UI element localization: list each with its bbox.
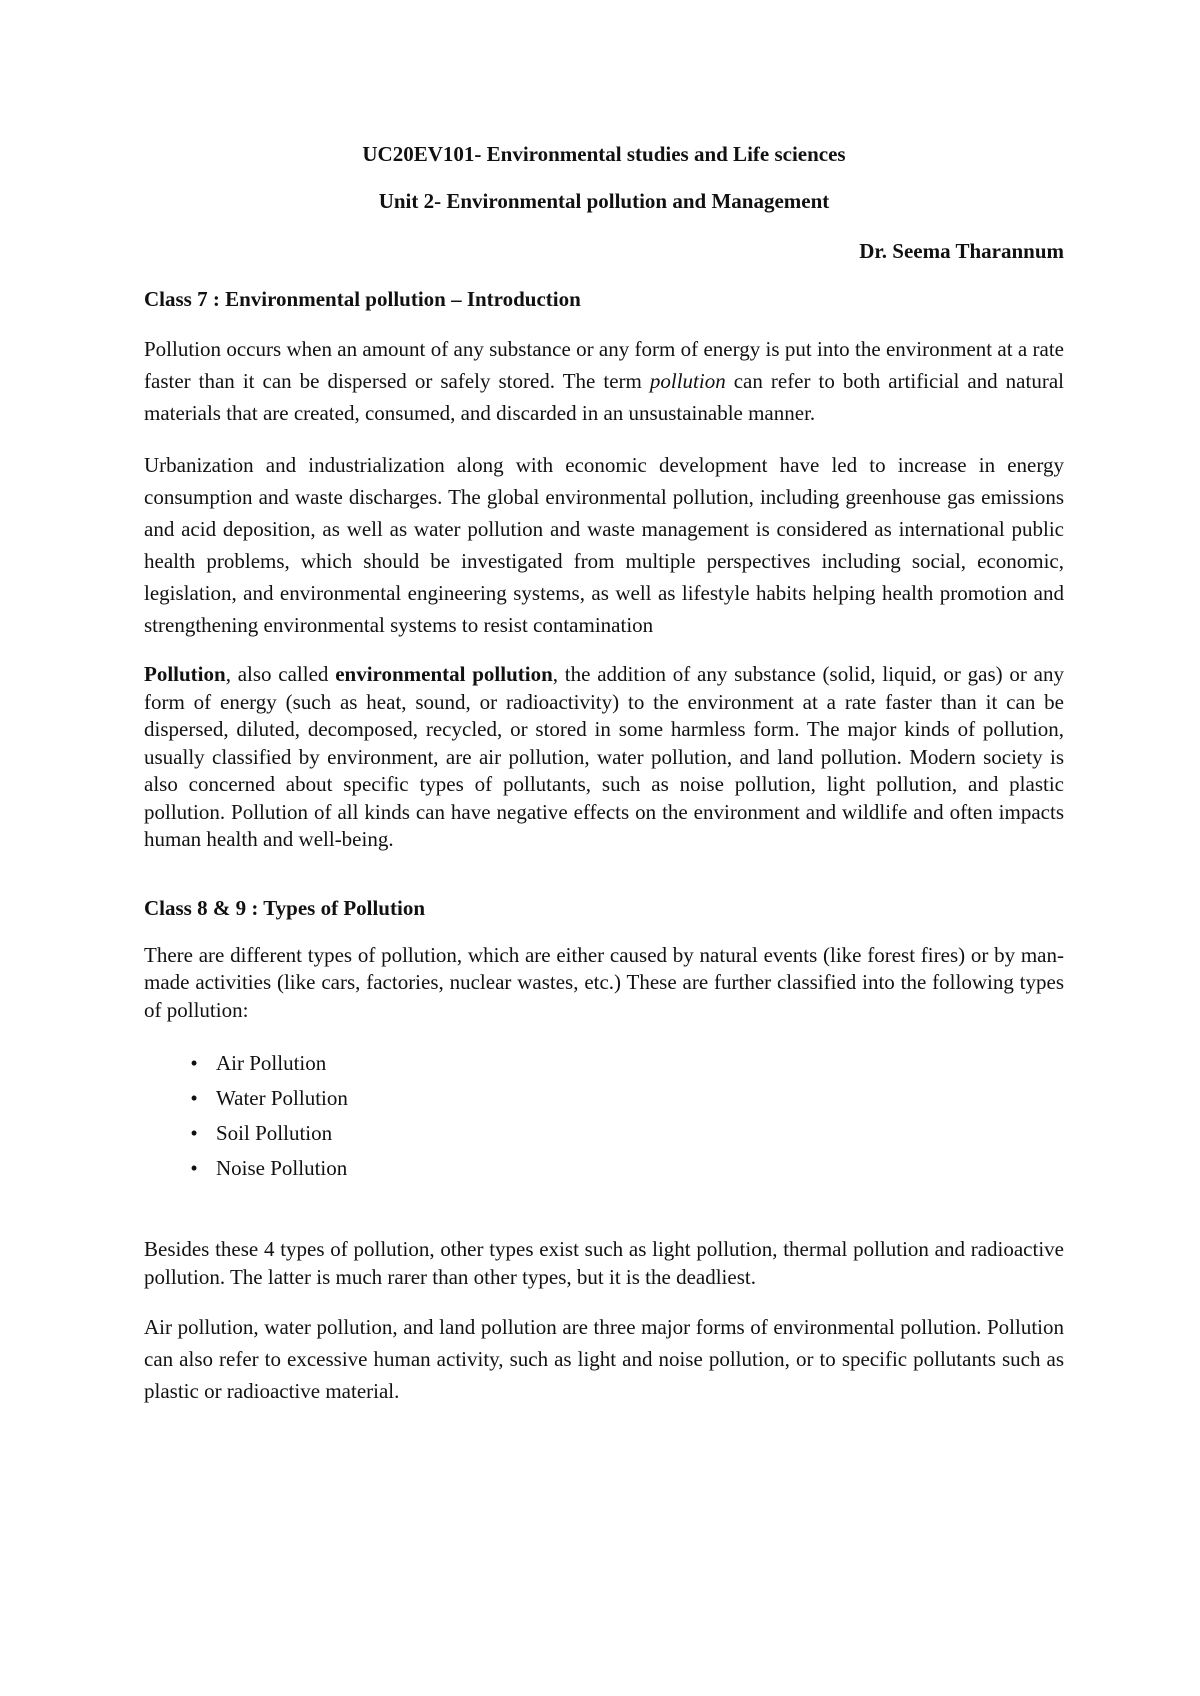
class7-paragraph-pollution-definition xyxy=(144,661,1064,854)
class89-heading: Class 8 & 9 : Types of Pollution xyxy=(144,895,425,920)
list-item xyxy=(184,1046,1064,1081)
list-item xyxy=(184,1081,1064,1116)
class7-p1-text-end: can refer to both artificial and natural materials that are created, consumed, and discarded in an unsustainable manner. xyxy=(144,369,1064,425)
class7-p1-italic-term: pollution xyxy=(649,369,726,393)
list-item-label: Air Pollution xyxy=(216,1051,327,1075)
list-item xyxy=(184,1151,1064,1186)
bullet-icon: • xyxy=(190,1086,198,1110)
list-item-label: Soil Pollution xyxy=(216,1121,333,1145)
list-item-label: Water Pollution xyxy=(216,1086,348,1110)
class89-paragraph-besides: Besides these 4 types of pollution, other types exist such as light pollution, thermal pollution and radioactive pollution. The latter is much rarer than other types, but it is the deadliest. xyxy=(144,1237,1064,1289)
class89-paragraph-major-forms: Air pollution, water pollution, and land pollution are three major forms of environmental pollution. Pollution can also refer to excessive human activity, such as light and noise pollution, or to specific pollutants such as plastic or radioactive material. xyxy=(144,1315,1064,1403)
course-title: UC20EV101- Environmental studies and Life sciences xyxy=(362,142,846,166)
author-name: Dr. Seema Tharannum xyxy=(859,239,1064,263)
class89-paragraph-intro: There are different types of pollution, which are either caused by natural events (like forest fires) or by man-made activities (like cars, factories, nuclear wastes, etc.) These are further classified into the following types of pollution: xyxy=(144,942,1064,1022)
class7-p3-bold-environmental-pollution: environmental pollution xyxy=(335,662,553,686)
class7-p1-text-start: Pollution occurs when an amount of any substance or any form of energy is put into the environment at a rate faster than it can be dispersed or safely stored. The term xyxy=(144,337,1064,393)
bullet-icon: • xyxy=(190,1121,198,1145)
list-item xyxy=(184,1116,1064,1151)
bullet-icon: • xyxy=(190,1051,198,1075)
pollution-types-list xyxy=(144,1046,1064,1186)
unit-title: Unit 2- Environmental pollution and Management xyxy=(378,189,830,213)
list-item-label: Noise Pollution xyxy=(216,1156,348,1180)
class7-p3-text1: , also called xyxy=(225,662,336,686)
class7-p3-bold-pollution: Pollution xyxy=(144,662,226,686)
class7-heading: Class 7 : Environmental pollution – Introduction xyxy=(144,287,581,311)
class7-p3-text2: , the addition of any substance (solid, liquid, or gas) or any form of energy (such as heat, sound, or radioactivity) to the environment at a rate faster than it can be dispersed, diluted, decomposed, recycled, or stored in some harmless form. The major kinds of pollution, usually classified by environment, are air pollution, water pollution, and land pollution. Modern society is also concerned about specific types of pollutants, such as noise pollution, light pollution, and plastic pollution. Pollution of all kinds can have negative effects on the environment and wildlife and often impacts human health and well-being. xyxy=(144,662,1064,851)
class7-paragraph-definition xyxy=(144,333,1064,429)
class7-paragraph-urbanization: Urbanization and industrialization along with economic development have led to increase in energy consumption and waste discharges. The global environmental pollution, including greenhouse gas emissions and acid deposition, as well as water pollution and waste management is considered as international public health problems, which should be investigated from multiple perspectives including social, economic, legislation, and environmental engineering systems, as well as lifestyle habits helping health promotion and strengthening environmental systems to resist contamination xyxy=(144,453,1064,637)
bullet-icon: • xyxy=(190,1156,198,1180)
